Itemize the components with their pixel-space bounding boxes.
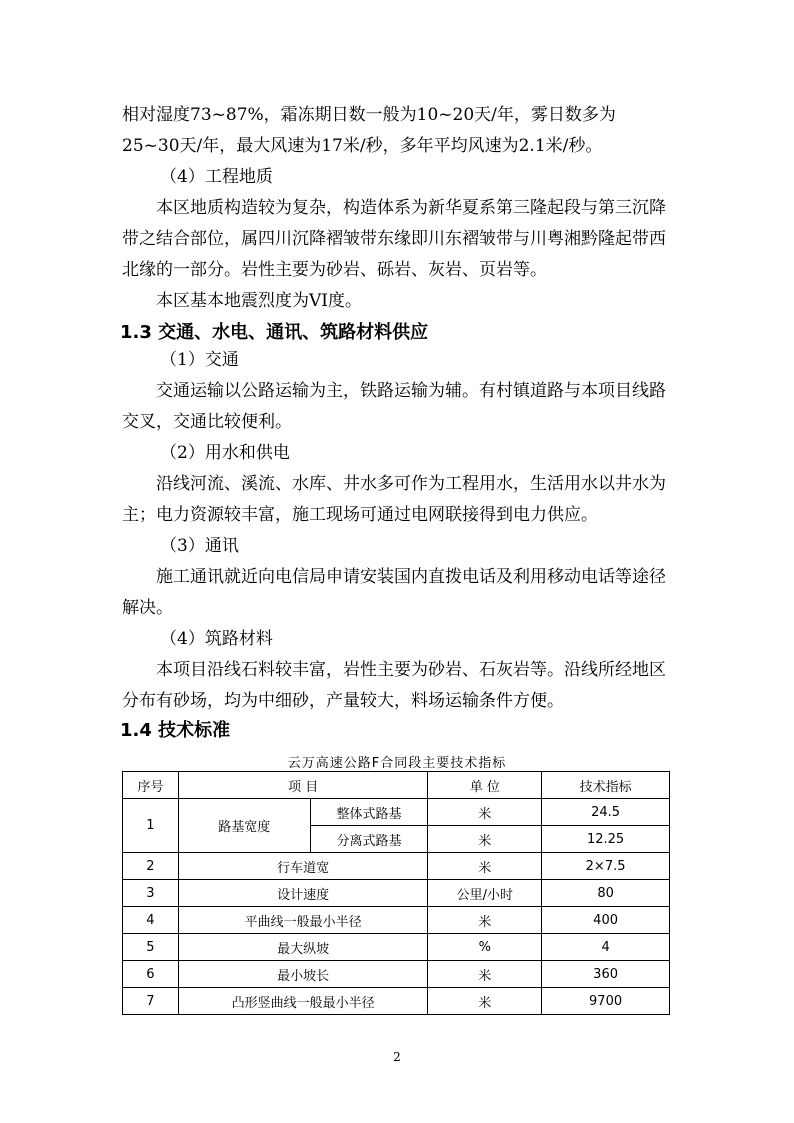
cell-item: 平曲线一般最小半径	[178, 907, 428, 934]
cell-unit: 公里/小时	[428, 880, 542, 907]
cell-value: 400	[542, 907, 670, 934]
cell-no: 7	[123, 988, 179, 1015]
traffic-heading: （1）交通	[160, 350, 239, 370]
cell-unit: 米	[428, 961, 542, 988]
cell-item: 设计速度	[178, 880, 428, 907]
cell-no: 3	[123, 880, 179, 907]
water-power-heading: （2）用水和供电	[160, 443, 290, 463]
cell-value: 9700	[542, 988, 670, 1015]
cell-subitem: 整体式路基	[310, 799, 428, 826]
cell-unit: 米	[428, 988, 542, 1015]
tech-standards-table	[122, 771, 670, 1015]
section-heading-1-4: 1.4 技术标准	[120, 720, 231, 741]
cell-item: 路基宽度	[178, 799, 310, 853]
cell-item: 行车道宽	[178, 853, 428, 880]
geology-heading: （4）工程地质	[160, 167, 273, 187]
cell-value: 4	[542, 934, 670, 961]
geology-paragraph: 本区地质构造较为复杂，构造体系为新华夏系第三隆起段与第三沉降带之结合部位，属四川沉降褶皱带东缘即川东褶皱带与川粤湘黔隆起带西北缘的一部分。岩性主要为砂岩、砾岩、灰岩、页岩等。	[122, 198, 666, 280]
header-value: 技术指标	[542, 772, 670, 799]
table-row	[123, 934, 670, 961]
header-item: 项 目	[178, 772, 428, 799]
communication-heading: （3）通讯	[160, 536, 239, 556]
table-row	[123, 880, 670, 907]
climate-paragraph: 相对湿度73~87%，霜冻期日数一般为10~20天/年，雾日数多为25~30天/年，最大风速为17米/秒，多年平均风速为2.1米/秒。	[122, 105, 616, 156]
cell-no: 1	[123, 799, 179, 853]
table-row	[123, 907, 670, 934]
cell-subitem: 分离式路基	[310, 826, 428, 853]
cell-item: 最小坡长	[178, 961, 428, 988]
cell-no: 5	[123, 934, 179, 961]
page-number: 2	[393, 1050, 401, 1064]
cell-no: 6	[123, 961, 179, 988]
table-row	[123, 853, 670, 880]
cell-unit: 米	[428, 907, 542, 934]
table-row	[123, 799, 670, 826]
table-row	[123, 961, 670, 988]
cell-unit: 米	[428, 853, 542, 880]
header-unit: 单 位	[428, 772, 542, 799]
cell-no: 2	[123, 853, 179, 880]
cell-value: 360	[542, 961, 670, 988]
header-no: 序号	[123, 772, 179, 799]
section-heading-1-3: 1.3 交通、水电、通讯、筑路材料供应	[120, 322, 429, 343]
table-header-row	[123, 772, 670, 799]
traffic-paragraph: 交通运输以公路运输为主，铁路运输为辅。有村镇道路与本项目线路交叉，交通比较便利。	[122, 381, 666, 432]
communication-paragraph: 施工通讯就近向电信局申请安装国内直拨电话及利用移动电话等途径解决。	[122, 567, 666, 618]
cell-value: 12.25	[542, 826, 670, 853]
cell-no: 4	[123, 907, 179, 934]
cell-unit: %	[428, 934, 542, 961]
cell-value: 2×7.5	[542, 853, 670, 880]
table-row	[123, 988, 670, 1015]
cell-value: 24.5	[542, 799, 670, 826]
cell-unit: 米	[428, 799, 542, 826]
cell-unit: 米	[428, 826, 542, 853]
materials-paragraph: 本项目沿线石料较丰富，岩性主要为砂岩、石灰岩等。沿线所经地区分布有砂场，均为中细砂，产量较大，料场运输条件方便。	[122, 660, 666, 711]
table-caption: 云万高速公路F合同段主要技术指标	[287, 756, 507, 771]
water-power-paragraph: 沿线河流、溪流、水库、井水多可作为工程用水，生活用水以井水为主；电力资源较丰富，施工现场可通过电网联接得到电力供应。	[122, 474, 666, 525]
materials-heading: （4）筑路材料	[160, 629, 273, 649]
cell-item: 最大纵坡	[178, 934, 428, 961]
seismic-paragraph: 本区基本地震烈度为VI度。	[156, 291, 362, 311]
cell-value: 80	[542, 880, 670, 907]
cell-item: 凸形竖曲线一般最小半径	[178, 988, 428, 1015]
